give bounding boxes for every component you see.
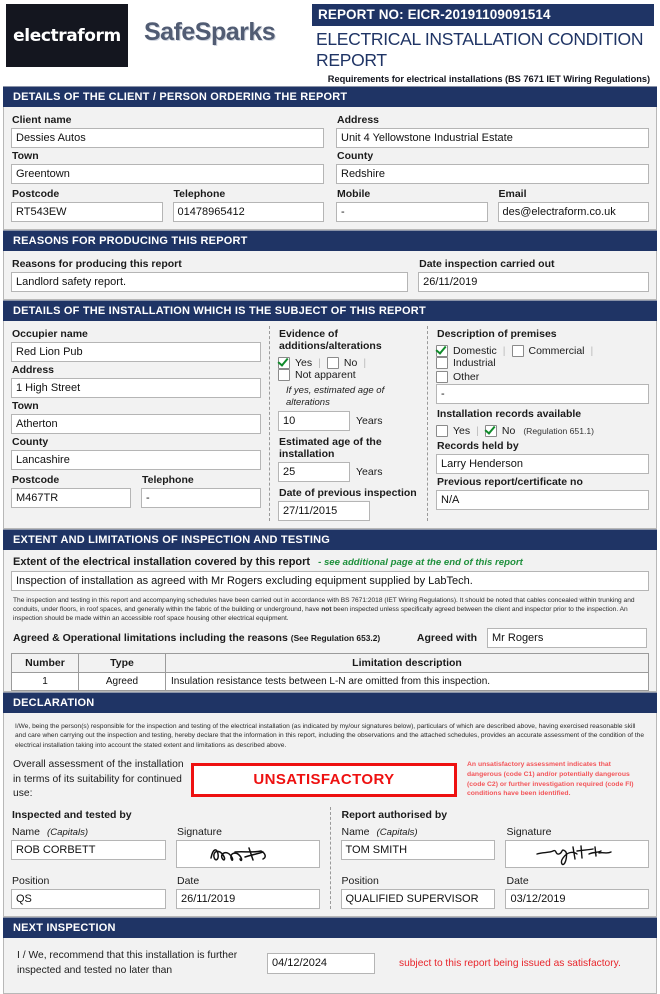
checkbox-icon[interactable]: [278, 369, 290, 381]
next-inspection-date-input[interactable]: 04/12/2024: [267, 953, 375, 974]
section-header-declaration: DECLARATION: [3, 692, 657, 713]
authorised-position-input[interactable]: QUALIFIED SUPERVISOR: [341, 889, 496, 909]
checkbox-icon[interactable]: [512, 345, 524, 357]
client-town-label: Town: [12, 150, 39, 162]
inspection-date-label: Date inspection carried out: [419, 258, 555, 270]
client-name-input[interactable]: Dessies Autos: [11, 128, 324, 148]
evidence-option-no[interactable]: [327, 357, 357, 369]
signature-authoriser-icon: [533, 842, 621, 866]
authorised-signature-label: Signature: [506, 826, 552, 839]
smallprint-part-2: been inspected unless specifically agreed between the client and inspector prior to the inspection. An inspection should be made within an accessible roof space housing other electrical equipment.: [13, 606, 628, 623]
premises-checkbox-group: [436, 342, 649, 370]
client-email-input[interactable]: des@electraform.co.uk: [498, 202, 650, 222]
previous-inspection-input[interactable]: 27/11/2015: [278, 501, 370, 521]
installation-postcode-label: Postcode: [12, 474, 60, 486]
smallprint-emphasis: not: [321, 606, 332, 614]
occupier-name-label: Occupier name: [12, 328, 88, 340]
premises-option-industrial-label: Industrial: [453, 357, 496, 369]
premises-option-other-label: Other: [453, 371, 480, 383]
option-separator: |: [318, 357, 321, 369]
installation-county-label: County: [12, 436, 49, 448]
installation-address-input[interactable]: 1 High Street: [11, 378, 261, 398]
overall-assessment-row: [11, 756, 649, 807]
client-telephone-input[interactable]: 01478965412: [173, 202, 325, 222]
header-report-block: [312, 4, 654, 84]
checkbox-checked-icon[interactable]: [436, 345, 448, 357]
logo-group: [6, 4, 275, 67]
inspected-position-input[interactable]: QS: [11, 889, 166, 909]
authorised-signature-image[interactable]: [505, 840, 649, 868]
estimated-age-years-unit: Years: [356, 465, 383, 478]
section-header-reasons: REASONS FOR PRODUCING THIS REPORT: [3, 230, 657, 251]
overall-assessment-label: Overall assessment of the installation in terms of its suitability for continued use:: [13, 759, 184, 799]
extent-panel: [3, 550, 657, 692]
next-inspection-label: I / We, recommend that this installation is further inspected and tested no later than: [17, 950, 238, 976]
client-name-label: Client name: [12, 114, 72, 126]
checkbox-checked-icon[interactable]: [278, 357, 290, 369]
installation-premises-column: [427, 326, 649, 521]
client-right-column: [336, 112, 649, 222]
client-email-label: Email: [498, 188, 527, 200]
records-held-by-label: Records held by: [437, 440, 519, 452]
client-postcode-label: Postcode: [12, 188, 60, 200]
checkbox-icon[interactable]: [327, 357, 339, 369]
evidence-option-not-apparent[interactable]: [278, 369, 356, 381]
report-number: REPORT NO: EICR-20191109091514: [312, 4, 654, 26]
authorised-date-label: Date: [506, 875, 529, 888]
installation-county-input[interactable]: Lancashire: [11, 450, 261, 470]
declaration-panel: [3, 713, 657, 917]
report-title: ELECTRICAL INSTALLATION CONDITION REPORT: [316, 29, 644, 70]
installation-panel: [3, 321, 657, 529]
name-capitals-hint: (Capitals): [47, 827, 89, 839]
checkbox-checked-icon[interactable]: [485, 425, 497, 437]
client-town-input[interactable]: Greentown: [11, 164, 324, 184]
records-checkbox-group: [436, 422, 649, 438]
section-header-installation: DETAILS OF THE INSTALLATION WHICH IS THE SUBJECT OF THIS REPORT: [3, 300, 657, 321]
logo-text: electraform: [13, 25, 121, 46]
alterations-years-unit: Years: [356, 414, 383, 427]
cell-number: 1: [12, 672, 79, 690]
alterations-age-input[interactable]: 10: [278, 411, 350, 431]
premises-other-group: [436, 370, 649, 384]
section-header-extent: EXTENT AND LIMITATIONS OF INSPECTION AND TESTING: [3, 529, 657, 550]
records-option-yes-label: Yes: [453, 425, 471, 437]
inspected-date-input[interactable]: 26/11/2019: [176, 889, 320, 909]
smallprint-part-1: The inspection and testing in this report and accompanying schedules have been carried out in accordance with BS 7671:2018 (IET Wiring Regulations). It should be noted that cables concealed within trunking and conduits, under floors, in roof spaces, and generally within the fabric of the building or underground, have: [13, 596, 635, 614]
evidence-option-no-label: No: [343, 357, 358, 369]
report-subtitle: Requirements for electrical installations (BS 7671 IET Wiring Regulations): [327, 74, 650, 84]
column-limitation-description: Limitation description: [166, 653, 649, 672]
product-brand-name: SafeSparks: [144, 18, 276, 46]
checkbox-icon[interactable]: [436, 357, 448, 369]
installation-telephone-input[interactable]: -: [141, 488, 261, 508]
extent-smallprint: [11, 591, 649, 624]
installation-town-label: Town: [12, 400, 39, 412]
reasons-label: Reasons for producing this report: [12, 258, 182, 270]
estimated-age-input[interactable]: 25: [278, 462, 350, 482]
premises-description-label: Description of premises: [437, 328, 557, 340]
limitations-table: [11, 653, 649, 691]
document-header: [0, 0, 660, 86]
table-row[interactable]: [12, 672, 649, 690]
authorised-by-block: [330, 807, 650, 909]
evidence-alterations-label: Evidence of additions/alterations: [279, 328, 382, 352]
records-held-by-input[interactable]: Larry Henderson: [436, 454, 649, 474]
client-left-column: [11, 112, 324, 222]
records-available-label: Installation records available: [437, 408, 582, 420]
inspected-by-heading: Inspected and tested by: [12, 809, 132, 822]
agreed-with-input[interactable]: Mr Rogers: [487, 628, 647, 648]
installation-town-input[interactable]: Atherton: [11, 414, 261, 434]
option-separator: |: [590, 345, 594, 357]
records-option-no-label: No: [501, 425, 516, 437]
records-option-no[interactable]: [485, 425, 515, 437]
inspected-name-label: [11, 824, 166, 840]
limitations-label: Agreed & Operational limitations including the reasons: [13, 631, 288, 644]
next-inspection-note: subject to this report being issued as satisfactory.: [399, 958, 621, 970]
premises-option-other[interactable]: [436, 371, 479, 383]
name-label-text: Name: [341, 826, 370, 839]
evidence-option-not-apparent-label: Not apparent: [295, 369, 356, 381]
client-details-panel: [3, 107, 657, 230]
agreed-with-label: Agreed with: [416, 631, 477, 644]
extent-additional-page-note: - see additional page at the end of this report: [318, 556, 523, 568]
installation-alterations-column: [269, 326, 427, 521]
premises-option-industrial[interactable]: [436, 357, 496, 369]
inspected-position-label: Position: [12, 875, 50, 888]
evidence-checkbox-group: [278, 354, 419, 382]
column-type: Type: [79, 653, 166, 672]
premises-option-commercial[interactable]: [512, 345, 585, 357]
premises-other-input[interactable]: -: [436, 384, 649, 404]
premises-option-domestic-label: Domestic: [453, 345, 497, 357]
next-inspection-panel: [3, 938, 657, 994]
client-mobile-input[interactable]: -: [336, 202, 488, 222]
unsatisfactory-explanation-note: An unsatisfactory assessment indicates that dangerous (code C1) and/or potentially dangerous (code C2) or further investigation required (code FI) conditions have been identified.: [467, 761, 634, 798]
cell-type: Agreed: [79, 672, 166, 690]
installation-occupier-column: [11, 326, 269, 521]
overall-assessment-value: UNSATISFACTORY: [191, 763, 457, 797]
inspection-date-input[interactable]: 26/11/2019: [418, 272, 649, 292]
client-telephone-label: Telephone: [173, 188, 226, 200]
client-postcode-input[interactable]: RT543EW: [11, 202, 163, 222]
occupier-name-input[interactable]: Red Lion Pub: [11, 342, 261, 362]
installation-postcode-input[interactable]: M467TR: [11, 488, 131, 508]
client-county-input[interactable]: Redshire: [336, 164, 649, 184]
estimated-age-label: Estimated age of the installation: [279, 435, 382, 460]
section-header-next-inspection: NEXT INSPECTION: [3, 917, 657, 938]
previous-inspection-label: Date of previous inspection: [279, 486, 417, 499]
inspected-date-label: Date: [176, 875, 200, 888]
checkbox-icon[interactable]: [436, 371, 448, 383]
authorised-position-label: Position: [341, 875, 379, 888]
inspected-signature-image[interactable]: [176, 840, 320, 868]
option-separator: |: [476, 425, 479, 437]
evidence-option-yes[interactable]: [278, 357, 312, 369]
column-number: Number: [12, 653, 79, 672]
records-option-yes[interactable]: [436, 425, 470, 437]
reasons-input[interactable]: Landlord safety report.: [11, 272, 408, 292]
inspected-signature-label: Signature: [176, 826, 222, 839]
reasons-panel: [3, 251, 657, 300]
table-header-row: [12, 653, 649, 672]
evidence-option-yes-label: Yes: [295, 357, 313, 369]
option-separator: |: [363, 357, 367, 369]
premises-option-domestic[interactable]: [436, 345, 497, 357]
electraform-logo: [6, 4, 128, 67]
extent-input[interactable]: Inspection of installation as agreed with Mr Rogers excluding equipment supplied by LabTech.: [11, 571, 649, 591]
installation-telephone-label: Telephone: [142, 474, 194, 486]
installation-address-label: Address: [12, 364, 55, 376]
signature-inspector-icon: [205, 842, 291, 866]
name-capitals-hint: (Capitals): [376, 827, 418, 839]
limitations-regulation-note: (See Regulation 653.2): [290, 632, 381, 643]
client-mobile-label: Mobile: [337, 188, 371, 200]
signature-block: [11, 807, 649, 909]
option-separator: |: [502, 345, 506, 357]
declaration-text: I/We, being the person(s) responsible for the inspection and testing of the electrical installation (as indicated by my/our signatures below), particulars of which are described above, having exercised reasonable skill and care when carrying out the inspection and testing, hereby declare that the information in this report, including the observations and the attached schedules, provides an accurate assessment of the condition of the electrical installation taking into account the stated extent and limitations as described above.: [15, 722, 644, 749]
inspected-by-block: [11, 807, 330, 909]
inspected-name-input[interactable]: ROB CORBETT: [11, 840, 166, 860]
cell-description: Insulation resistance tests between L-N are omitted from this inspection.: [166, 672, 649, 690]
name-label-text: Name: [12, 826, 41, 839]
client-address-label: Address: [337, 114, 380, 126]
authorised-name-label: [341, 824, 496, 840]
authorised-name-input[interactable]: TOM SMITH: [341, 840, 496, 860]
previous-report-no-label: Previous report/certificate no: [437, 476, 583, 488]
client-address-input[interactable]: Unit 4 Yellowstone Industrial Estate: [336, 128, 649, 148]
previous-report-no-input[interactable]: N/A: [436, 490, 649, 510]
authorised-by-heading: Report authorised by: [341, 809, 448, 822]
records-regulation-note: (Regulation 651.1): [523, 426, 595, 436]
authorised-date-input[interactable]: 03/12/2019: [505, 889, 649, 909]
client-county-label: County: [337, 150, 374, 162]
alterations-hint: If yes, estimated age of alterations: [286, 385, 385, 408]
checkbox-icon[interactable]: [436, 425, 448, 437]
section-header-client: DETAILS OF THE CLIENT / PERSON ORDERING THE REPORT: [3, 86, 657, 107]
limitations-header-row: [11, 624, 649, 653]
extent-label: Extent of the electrical installation covered by this report: [13, 555, 311, 568]
premises-option-commercial-label: Commercial: [528, 345, 585, 357]
